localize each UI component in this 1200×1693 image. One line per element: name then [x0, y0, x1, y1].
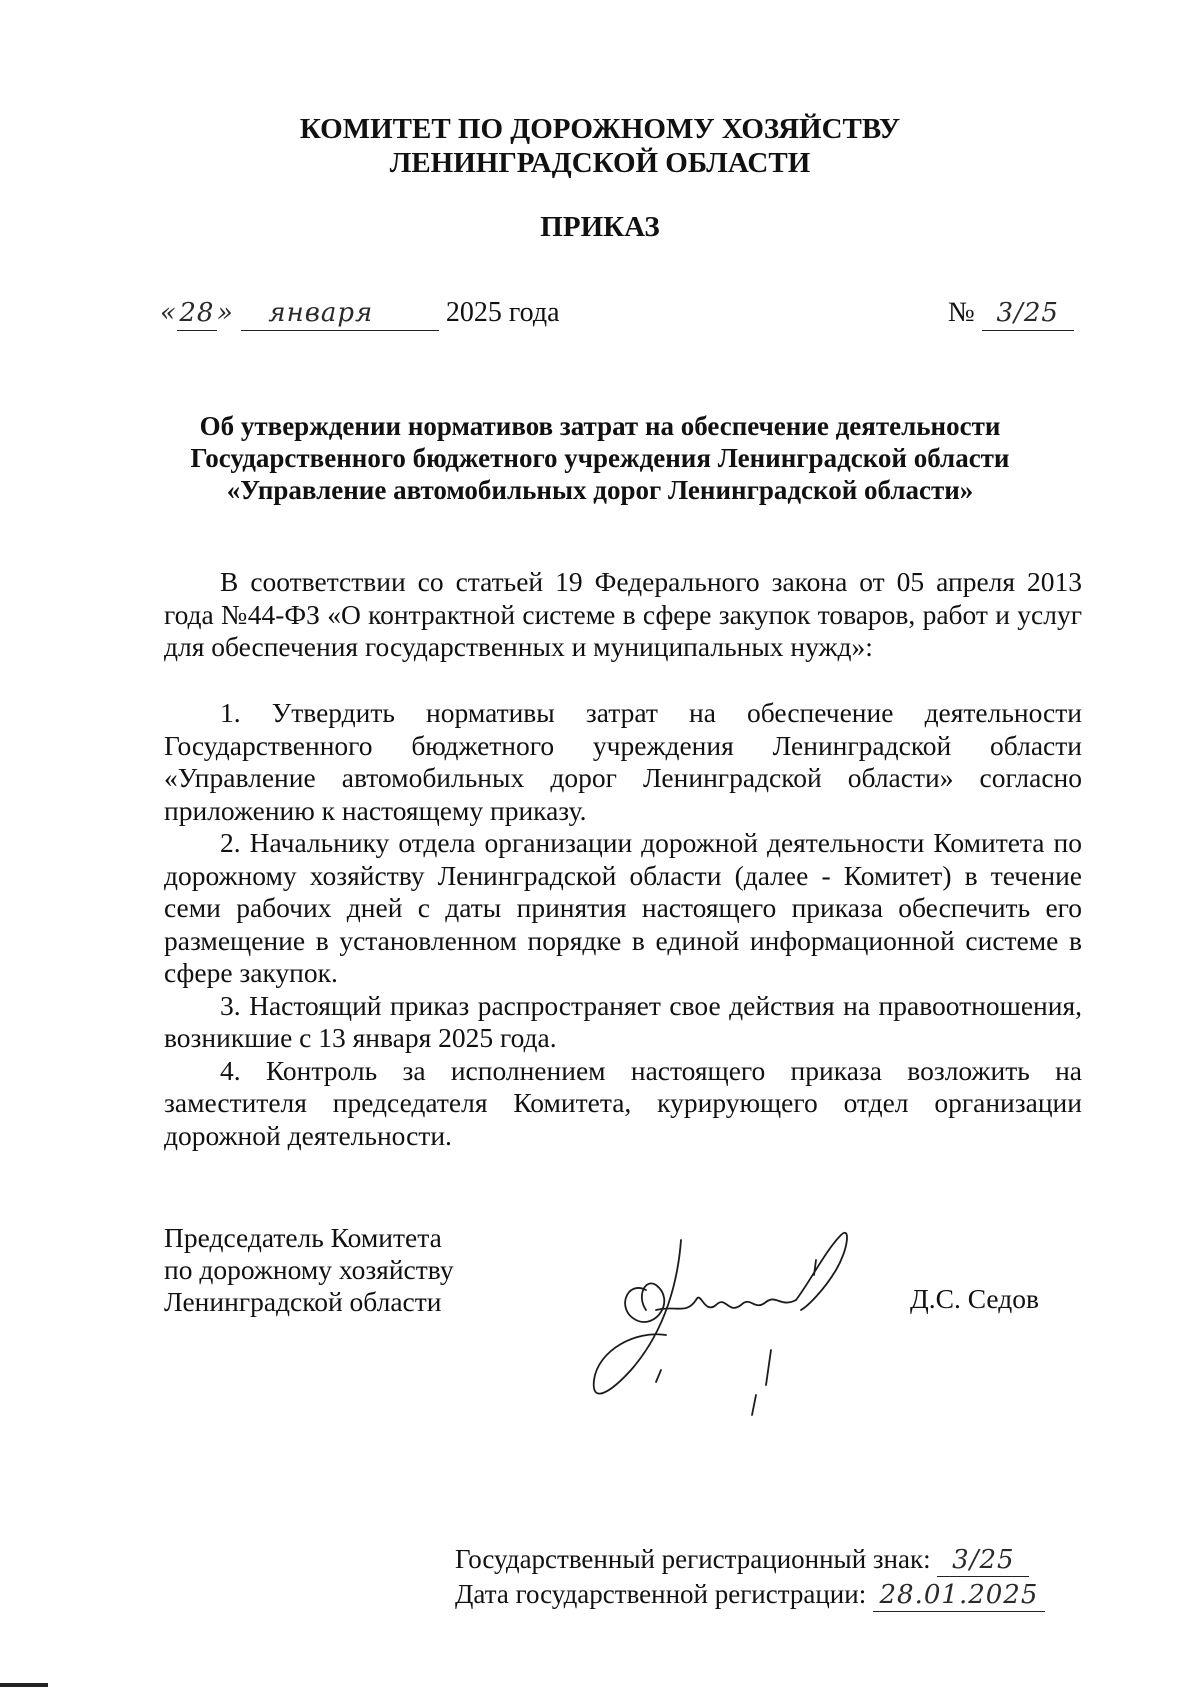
registration-date [455, 1578, 1045, 1612]
preamble-paragraph: В соответствии со статьей 19 Федерального закона от 05 апреля 2013 года №44-ФЗ «О контрактной системе в сфере закупок товаров, работ и услуг для обеспечения государственных и муниципальных нужд»: [164, 566, 1082, 662]
handwritten-signature [586, 1220, 916, 1420]
order-item-1: 1. Утвердить нормативы затрат на обеспечение деятельности Государственного бюджетного учреждения Ленинградской области «Управление автомобильных дорог Ленинградской области» согласно приложению к настоящему приказу. [164, 697, 1082, 826]
order-number [948, 296, 1074, 331]
order-item-2: 2. Начальнику отдела организации дорожной деятельности Комитета по дорожному хозяйству Ленинградской области (далее - Комитет) в течение семи рабочих дней с даты принятия настоящего приказа обеспечить его размещение в установленном порядке в единой информационной системе в сфере закупок. [164, 827, 1082, 988]
order-item-3: 3. Настоящий приказ распространяет свое действия на правоотношения, возникшие с 13 января 2025 года. [164, 989, 1082, 1053]
registration-date-label: Дата государственной регистрации: [455, 1579, 867, 1609]
date-day: 28 [177, 296, 217, 331]
title-line-2: Государственного бюджетного учреждения Ленинградской области [190, 443, 1010, 473]
date-month: января [241, 296, 401, 331]
order-items [164, 697, 1082, 1152]
number-value: 3/25 [982, 296, 1074, 331]
registration-date-value: 28.01.2025 [873, 1579, 1045, 1612]
signer-title-line-2: по дорожному хозяйству [164, 1254, 454, 1285]
signer-title [164, 1222, 454, 1318]
registration-sign-label: Государственный регистрационный знак: [455, 1544, 931, 1574]
number-prefix: № [948, 297, 975, 328]
order-date: «28» января 2025 года [160, 296, 560, 331]
order-item-4: 4. Контроль за исполнением настоящего приказа возложить на заместителя председателя Комитета, курирующего отдел организации дорожной деятельности. [164, 1054, 1082, 1151]
registration-sign-value: 3/25 [937, 1544, 1029, 1577]
signer-title-line-3: Ленинградской области [164, 1286, 442, 1317]
organization-header [0, 112, 1200, 180]
document-type: ПРИКАЗ [540, 211, 660, 243]
title-line-1: Об утверждении нормативов затрат на обеспечение деятельности [199, 411, 1001, 441]
registration-sign [455, 1543, 1029, 1577]
date-year: 2025 года [445, 297, 560, 328]
title-line-3: «Управление автомобильных дорог Ленинградской области» [226, 475, 974, 505]
document-title [150, 410, 1050, 506]
signer-name: Д.С. Седов [910, 1283, 1039, 1314]
organization-line-1: КОМИТЕТ ПО ДОРОЖНОМУ ХОЗЯЙСТВУ [299, 113, 901, 145]
signer-title-line-1: Председатель Комитета [164, 1222, 442, 1253]
page-edge-mark [0, 1683, 48, 1687]
organization-line-2: ЛЕНИНГРАДСКОЙ ОБЛАСТИ [389, 147, 811, 179]
